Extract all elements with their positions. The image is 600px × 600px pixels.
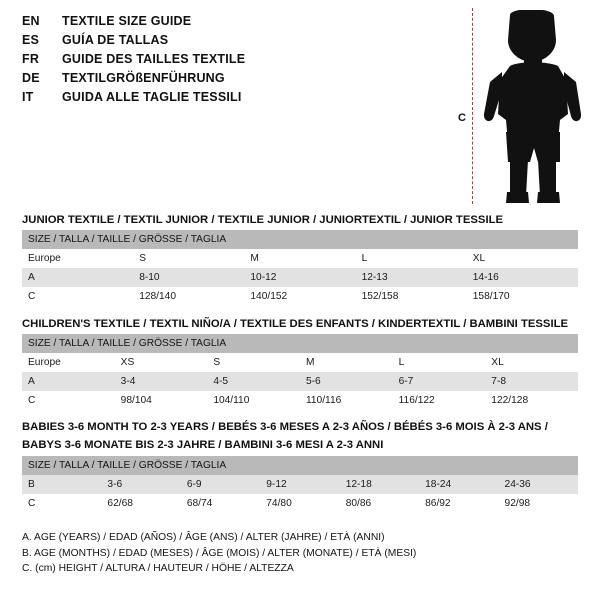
header-lang-code: ES [22,33,40,47]
legend-item-b: B. AGE (MONTHS) / EDAD (MESES) / ÂGE (MOIS) / ALTER (MONATE) / ETÀ (MESI) [22,547,417,559]
cell: S [207,353,300,372]
header-row [22,90,442,109]
cell: 6-9 [181,475,260,494]
table-row [22,494,578,513]
cell: 12-13 [356,268,467,287]
cell: 98/104 [115,391,208,410]
cell: XL [485,353,578,372]
junior-size-table [22,230,578,306]
header-row [22,33,442,52]
legend-item-c: C. (cm) HEIGHT / ALTURA / HAUTEUR / HÖHE / ALTEZZA [22,563,294,574]
cell: 158/170 [467,287,578,306]
cell: 86/92 [419,494,498,513]
cell: 24-36 [499,475,578,494]
cell: 152/158 [356,287,467,306]
cell: 80/86 [340,494,419,513]
cell: 6-7 [393,372,486,391]
cell: L [393,353,486,372]
row-label: A [22,372,115,391]
cell: 5-6 [300,372,393,391]
row-label: Europe [22,353,115,372]
table-row [22,268,578,287]
cell: 62/68 [101,494,180,513]
legend [22,530,578,577]
cell: M [244,249,355,268]
cell: 128/140 [133,287,244,306]
cell: L [356,249,467,268]
section-babies [22,420,578,513]
table-row [22,249,578,268]
cell: 92/98 [499,494,578,513]
table-header-label: SIZE / TALLA / TAILLE / GRÖSSE / TAGLIA [22,334,578,353]
cell: 116/122 [393,391,486,410]
header-row [22,14,442,33]
row-label: C [22,494,101,513]
table-header-label: SIZE / TALLA / TAILLE / GRÖSSE / TAGLIA [22,230,578,249]
header-lang-code: FR [22,52,40,66]
section-title: JUNIOR TEXTILE / TEXTIL JUNIOR / TEXTILE JUNIOR / JUNIORTEXTIL / JUNIOR TESSILE [22,214,504,226]
cell: 9-12 [260,475,339,494]
cell: 110/116 [300,391,393,410]
section-title: CHILDREN'S TEXTILE / TEXTIL NIÑO/A / TEXTILE DES ENFANTS / KINDERTEXTIL / BAMBINI TESSILE [22,318,569,330]
table-row [22,372,578,391]
table-header-row [22,230,578,249]
table-row [22,391,578,410]
header-title-text: TEXTILGRÖßENFÜHRUNG [62,71,225,85]
cell: 12-18 [340,475,419,494]
cell: XL [467,249,578,268]
section-title-line2: BABYS 3-6 MONATE BIS 2-3 JAHRE / BAMBINI 3-6 MESI A 2-3 ANNI [22,439,384,451]
table-header-label: SIZE / TALLA / TAILLE / GRÖSSE / TAGLIA [22,456,578,475]
table-header-row [22,334,578,353]
table-row [22,287,578,306]
header-title-text: GUIDA ALLE TAGLIE TESSILI [62,90,242,104]
header-row [22,71,442,90]
row-label: B [22,475,101,494]
header-lang-code: DE [22,71,40,85]
row-label: A [22,268,133,287]
height-guide-line [472,8,473,204]
row-label: C [22,391,115,410]
cell: 10-12 [244,268,355,287]
cell: XS [115,353,208,372]
cell: 68/74 [181,494,260,513]
cell: 122/128 [485,391,578,410]
cell: M [300,353,393,372]
toddler-silhouette-icon [480,10,590,206]
header-languages [22,14,442,109]
cell: 74/80 [260,494,339,513]
cell: 8-10 [133,268,244,287]
section-children [22,318,578,410]
cell: 7-8 [485,372,578,391]
cell: 3-6 [101,475,180,494]
cell: 3-4 [115,372,208,391]
header-lang-code: IT [22,90,34,104]
children-size-table [22,334,578,410]
cell: 14-16 [467,268,578,287]
section-title: BABIES 3-6 MONTH TO 2-3 YEARS / BEBÉS 3-6 MESES A 2-3 AÑOS / BÉBÉS 3-6 MOIS À 2-3 ANS / [22,421,548,433]
header-title-text: GUÍA DE TALLAS [62,33,169,47]
babies-size-table [22,456,578,513]
row-label: Europe [22,249,133,268]
header-lang-code: EN [22,14,40,28]
cell: S [133,249,244,268]
cell: 4-5 [207,372,300,391]
cell: 104/110 [207,391,300,410]
header-title-text: GUIDE DES TAILLES TEXTILE [62,52,246,66]
measurement-figure [440,6,590,206]
section-junior [22,214,578,306]
cell: 140/152 [244,287,355,306]
legend-item-a: A. AGE (YEARS) / EDAD (AÑOS) / ÂGE (ANS) / ALTER (JAHRE) / ETÀ (ANNI) [22,532,385,543]
table-row [22,475,578,494]
table-row [22,353,578,372]
table-header-row [22,456,578,475]
row-label: C [22,287,133,306]
height-measure-label: C [458,112,466,124]
header-title-text: TEXTILE SIZE GUIDE [62,14,192,28]
header-row [22,52,442,71]
cell: 18-24 [419,475,498,494]
